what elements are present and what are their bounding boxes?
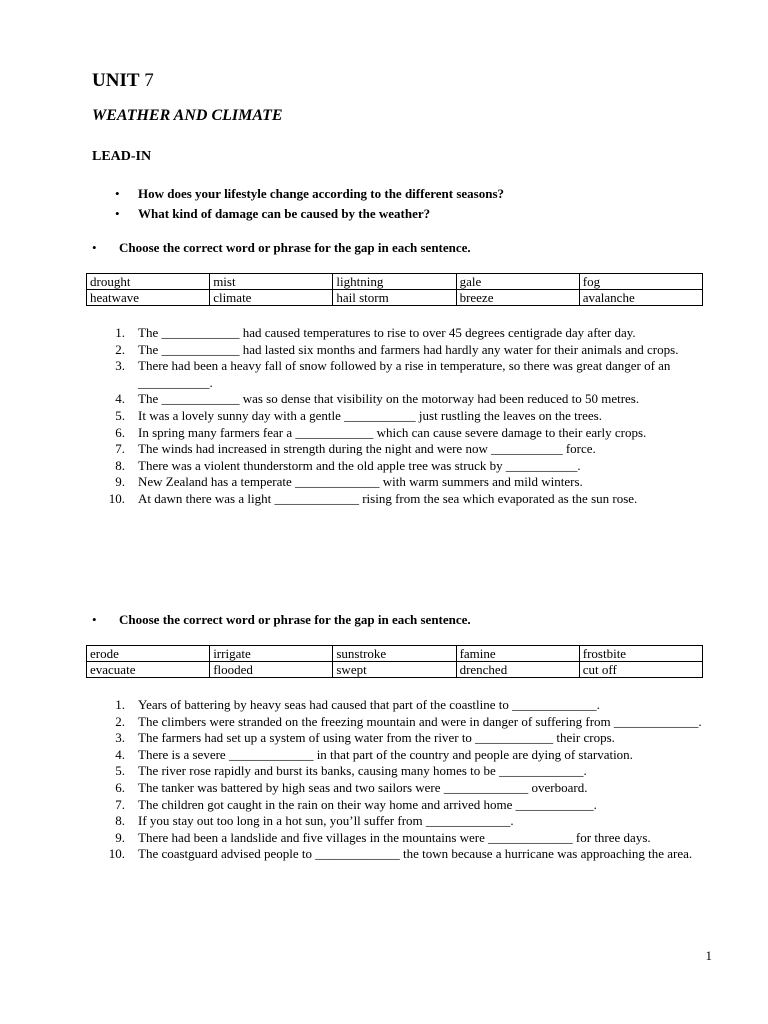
sentence-text: The ____________ was so dense that visibility on the motorway had been reduced to 50 metres. bbox=[138, 391, 640, 407]
word-cell: mist bbox=[210, 274, 333, 290]
unit-word: UNIT bbox=[92, 70, 140, 91]
unit-title bbox=[92, 70, 154, 92]
sentence-text: The farmers had set up a system of using water from the river to ____________ their crops. bbox=[138, 730, 615, 746]
word-cell: avalanche bbox=[579, 290, 702, 306]
word-cell: drenched bbox=[456, 662, 579, 678]
sentence-number: 3. bbox=[115, 358, 125, 374]
sentence-text: New Zealand has a temperate _____________ with warm summers and mild winters. bbox=[138, 474, 583, 490]
word-box-row bbox=[87, 274, 703, 290]
sentence-text: The winds had increased in strength during the night and were now ___________ force. bbox=[138, 441, 596, 457]
page-number: 1 bbox=[705, 948, 712, 963]
word-cell: heatwave bbox=[87, 290, 210, 306]
sentence-item bbox=[92, 714, 712, 731]
sentence-item bbox=[92, 358, 712, 391]
word-cell: famine bbox=[456, 646, 579, 662]
lead-in-question: • How does your lifestyle change according to the different seasons? bbox=[92, 184, 504, 204]
sentence-item bbox=[92, 325, 712, 342]
instruction-text: Choose the correct word or phrase for the gap in each sentence. bbox=[119, 240, 471, 255]
sentence-text: There had been a heavy fall of snow followed by a rise in temperature, so there was great danger of an ___________. bbox=[138, 358, 671, 390]
sentence-item bbox=[92, 780, 712, 797]
sentence-number: 1. bbox=[115, 697, 125, 712]
exercise-1-word-box bbox=[86, 273, 703, 306]
sentence-item bbox=[92, 730, 712, 747]
sentence-number: 7. bbox=[115, 441, 125, 457]
bullet-icon: • bbox=[92, 612, 97, 627]
sentence-number: 2. bbox=[115, 713, 125, 729]
sentence-item bbox=[92, 491, 712, 508]
word-box-row bbox=[87, 662, 703, 678]
sentence-number: 2. bbox=[115, 341, 125, 357]
word-cell: climate bbox=[210, 290, 333, 306]
sentence-text: In spring many farmers fear a ____________ which can cause severe damage to their early crops. bbox=[138, 424, 647, 440]
sentence-text: There is a severe _____________ in that part of the country and people are dying of starvation. bbox=[138, 746, 633, 762]
unit-number: 7 bbox=[144, 70, 154, 91]
sentence-text: Years of battering by heavy seas had caused that part of the coastline to _____________. bbox=[138, 697, 600, 712]
sentence-item bbox=[92, 797, 712, 814]
sentence-item bbox=[92, 391, 712, 408]
sentence-item bbox=[92, 342, 712, 359]
sentence-text: The coastguard advised people to _____________ the town because a hurricane was approaching the area. bbox=[138, 846, 693, 862]
sentence-text: The climbers were stranded on the freezing mountain and were in danger of suffering from _____________. bbox=[138, 713, 702, 729]
word-cell: evacuate bbox=[87, 662, 210, 678]
lead-in-questions bbox=[92, 184, 504, 224]
exercise-2-sentences bbox=[92, 697, 712, 863]
bullet-icon: • bbox=[92, 240, 97, 255]
word-cell: swept bbox=[333, 662, 456, 678]
exercise-2-word-box bbox=[86, 645, 703, 678]
sentence-item bbox=[92, 458, 712, 475]
sentence-item bbox=[92, 763, 712, 780]
sentence-text: At dawn there was a light _____________ rising from the sea which evaporated as the sun rose. bbox=[138, 490, 638, 506]
word-cell: hail storm bbox=[333, 290, 456, 306]
sentence-number: 8. bbox=[115, 457, 125, 473]
sentence-text: The ____________ had lasted six months and farmers had hardly any water for their animals and crops. bbox=[138, 341, 679, 357]
sentence-number: 9. bbox=[115, 474, 125, 490]
lead-in-question: • What kind of damage can be caused by the weather? bbox=[92, 204, 504, 224]
sentence-text: There was a violent thunderstorm and the old apple tree was struck by ___________. bbox=[138, 457, 581, 473]
sentence-number: 9. bbox=[115, 829, 125, 845]
sentence-text: If you stay out too long in a hot sun, you’ll suffer from _____________. bbox=[138, 813, 514, 829]
word-cell: breeze bbox=[456, 290, 579, 306]
sentence-item bbox=[92, 813, 712, 830]
sentence-item bbox=[92, 474, 712, 491]
word-cell: lightning bbox=[333, 274, 456, 290]
sentence-number: 7. bbox=[115, 796, 125, 812]
sentence-number: 10. bbox=[108, 846, 125, 862]
exercise-1-sentences bbox=[92, 325, 712, 508]
sentence-item bbox=[92, 408, 712, 425]
sentence-text: The children got caught in the rain on their way home and arrived home ____________. bbox=[138, 796, 597, 812]
word-cell: cut off bbox=[579, 662, 702, 678]
word-box-row bbox=[87, 646, 703, 662]
chapter-subtitle: WEATHER AND CLIMATE bbox=[92, 107, 283, 124]
word-cell: flooded bbox=[210, 662, 333, 678]
word-cell: fog bbox=[579, 274, 702, 290]
sentence-item bbox=[92, 846, 712, 863]
sentence-number: 4. bbox=[115, 391, 125, 407]
sentence-item bbox=[92, 425, 712, 442]
sentence-number: 10. bbox=[108, 490, 125, 506]
word-cell: gale bbox=[456, 274, 579, 290]
sentence-number: 5. bbox=[115, 763, 125, 779]
sentence-number: 3. bbox=[115, 730, 125, 746]
word-cell: irrigate bbox=[210, 646, 333, 662]
word-cell: drought bbox=[87, 274, 210, 290]
sentence-text: There had been a landslide and five villages in the mountains were _____________ for three days. bbox=[138, 829, 651, 845]
sentence-item bbox=[92, 697, 712, 714]
sentence-text: The ____________ had caused temperatures to rise to over 45 degrees centigrade day after day. bbox=[138, 325, 636, 340]
sentence-text: It was a lovely sunny day with a gentle ___________ just rustling the leaves on the trees. bbox=[138, 407, 602, 423]
sentence-item bbox=[92, 747, 712, 764]
sentence-item bbox=[92, 830, 712, 847]
section-heading-lead-in: LEAD-IN bbox=[92, 149, 152, 164]
sentence-number: 4. bbox=[115, 746, 125, 762]
instruction-text: Choose the correct word or phrase for the gap in each sentence. bbox=[119, 612, 471, 627]
sentence-number: 6. bbox=[115, 779, 125, 795]
sentence-number: 1. bbox=[115, 325, 125, 340]
sentence-number: 5. bbox=[115, 407, 125, 423]
word-cell: erode bbox=[87, 646, 210, 662]
sentence-text: The river rose rapidly and burst its banks, causing many homes to be _____________. bbox=[138, 763, 587, 779]
sentence-item bbox=[92, 441, 712, 458]
word-box-row bbox=[87, 290, 703, 306]
sentence-number: 6. bbox=[115, 424, 125, 440]
word-cell: frostbite bbox=[579, 646, 702, 662]
word-cell: sunstroke bbox=[333, 646, 456, 662]
sentence-number: 8. bbox=[115, 813, 125, 829]
sentence-text: The tanker was battered by high seas and two sailors were _____________ overboard. bbox=[138, 779, 588, 795]
